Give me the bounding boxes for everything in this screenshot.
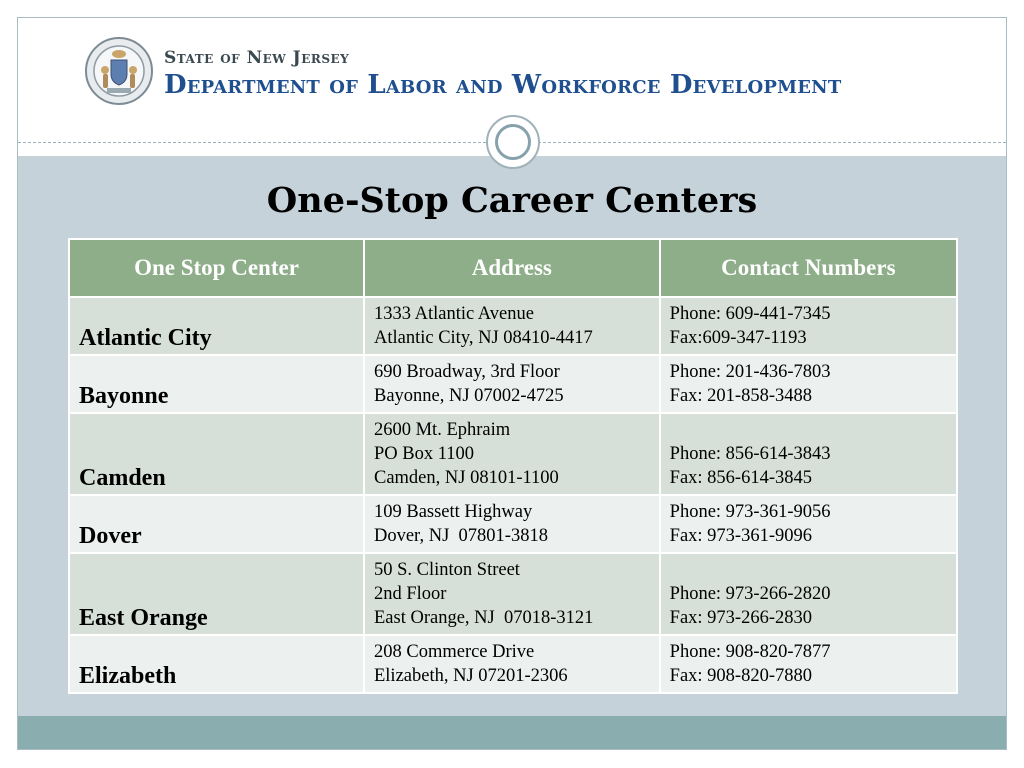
address-line: Dover, NJ 07801-3818: [373, 526, 548, 546]
address-cell: [364, 355, 660, 413]
center-name: Atlantic City: [69, 297, 364, 355]
phone-number: Phone: 856-614-3843: [669, 444, 831, 464]
address-line: East Orange, NJ 07018-3121: [373, 608, 594, 628]
address-cell: [364, 297, 660, 355]
address-line: 1333 Atlantic Avenue: [373, 304, 534, 324]
address-line: Camden, NJ 08101-1100: [373, 468, 559, 488]
column-header-center: One Stop Center: [69, 239, 364, 297]
table-row: [69, 553, 957, 635]
center-name: Elizabeth: [69, 635, 364, 693]
address-line: 690 Broadway, 3rd Floor: [373, 362, 560, 382]
fax-number: Fax: 856-614-3845: [669, 468, 812, 488]
phone-number: Phone: 973-266-2820: [669, 584, 831, 604]
address-cell: [364, 635, 660, 693]
contact-cell: [660, 413, 957, 495]
fax-number: Fax: 908-820-7880: [669, 666, 812, 686]
contact-cell: [660, 635, 957, 693]
address-line: 50 S. Clinton Street: [373, 560, 520, 580]
center-name: Camden: [69, 413, 364, 495]
contact-cell: [660, 297, 957, 355]
divider-ornament-icon: [486, 115, 540, 169]
fax-number: Fax: 201-858-3488: [669, 386, 812, 406]
column-header-contact: Contact Numbers: [660, 239, 957, 297]
column-header-address: Address: [364, 239, 660, 297]
contact-cell: [660, 355, 957, 413]
table-row: [69, 635, 957, 693]
phone-number: Phone: 908-820-7877: [669, 642, 831, 662]
footer-band: [18, 716, 1006, 750]
centers-table: [68, 238, 958, 694]
address-line: 2600 Mt. Ephraim: [373, 420, 511, 440]
address-line: PO Box 1100: [373, 444, 475, 464]
phone-number: Phone: 609-441-7345: [669, 304, 831, 324]
address-cell: [364, 553, 660, 635]
slide: [17, 17, 1007, 750]
phone-number: Phone: 201-436-7803: [669, 362, 831, 382]
address-line: 208 Commerce Drive: [373, 642, 535, 662]
fax-number: Fax: 973-361-9096: [669, 526, 812, 546]
address-line: Elizabeth, NJ 07201-2306: [373, 666, 568, 686]
table-row: [69, 355, 957, 413]
nj-state-seal-icon: [84, 36, 154, 106]
table-row: [69, 495, 957, 553]
center-name: Bayonne: [69, 355, 364, 413]
address-cell: [364, 495, 660, 553]
fax-number: Fax:609-347-1193: [669, 328, 807, 348]
center-name: East Orange: [69, 553, 364, 635]
address-line: 2nd Floor: [373, 584, 447, 604]
page-title: One-Stop Career Centers: [266, 180, 758, 221]
department-name: Department of Labor and Workforce Development: [164, 70, 842, 100]
table-row: [69, 413, 957, 495]
center-name: Dover: [69, 495, 364, 553]
phone-number: Phone: 973-361-9056: [669, 502, 831, 522]
fax-number: Fax: 973-266-2830: [669, 608, 812, 628]
address-line: Bayonne, NJ 07002-4725: [373, 386, 564, 406]
contact-cell: [660, 553, 957, 635]
contact-cell: [660, 495, 957, 553]
state-name: State of New Jersey: [164, 48, 350, 68]
table-row: [69, 297, 957, 355]
address-line: Atlantic City, NJ 08410-4417: [373, 328, 593, 348]
address-cell: [364, 413, 660, 495]
address-line: 109 Bassett Highway: [373, 502, 533, 522]
table-header-row: [69, 239, 957, 297]
